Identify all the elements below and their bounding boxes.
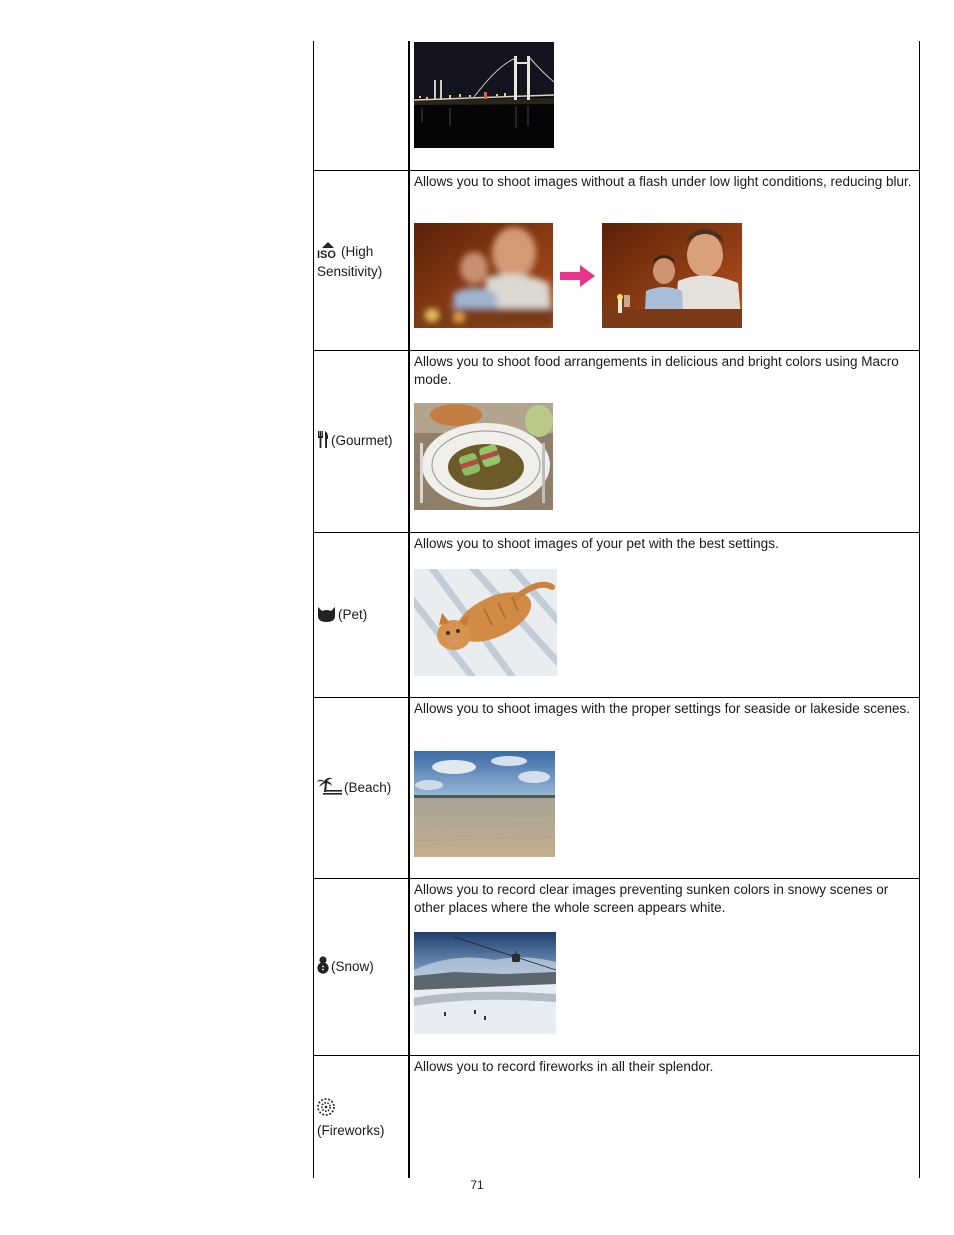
- scene-label-beach: [317, 698, 405, 878]
- scene-selection-table: [313, 41, 920, 1178]
- scene-label-text: (Fireworks): [317, 1123, 385, 1138]
- scene-label-snow: [317, 879, 405, 1055]
- beach-photo: [414, 751, 555, 857]
- night-bridge-photo: [414, 42, 554, 148]
- table-row-beach: [313, 697, 920, 878]
- fireworks-icon: [317, 1098, 403, 1120]
- scene-label-text: (Beach): [344, 780, 392, 795]
- sharp-dinner-photo: [602, 223, 742, 328]
- before-after-arrow-icon: [560, 264, 596, 291]
- fork-knife-icon: [317, 431, 329, 452]
- scene-label-gourmet: [317, 351, 405, 532]
- pet-cat-photo: [414, 569, 557, 676]
- table-row-fireworks: [313, 1055, 920, 1179]
- snowman-icon: [317, 956, 329, 978]
- gourmet-plate-photo: [414, 403, 553, 510]
- scene-description-pet: Allows you to shoot images of your pet with the best settings.: [414, 536, 779, 551]
- table-row-gourmet: [313, 350, 920, 532]
- svg-text:ISO: ISO: [317, 248, 336, 259]
- scene-label-text: (Snow): [331, 959, 374, 974]
- snow-slope-photo: [414, 932, 556, 1034]
- cat-icon: [317, 605, 336, 626]
- scene-label-text: (Gourmet): [331, 433, 393, 448]
- table-row-high-sensitivity: [313, 170, 920, 350]
- blurred-dinner-photo: [414, 223, 553, 328]
- table-row-snow: [313, 878, 920, 1055]
- scene-description-high-sensitivity: Allows you to shoot images without a flash under low light conditions, reducing blur.: [414, 174, 912, 189]
- page-number: 71: [470, 1178, 484, 1192]
- scene-description-snow: Allows you to record clear images preventing sunken colors in snowy scenes or other places where the whole screen appears white.: [414, 882, 889, 915]
- scene-description-beach: Allows you to shoot images with the proper settings for seaside or lakeside scenes.: [414, 701, 911, 716]
- scene-description-gourmet: Allows you to shoot food arrangements in delicious and bright colors using Macro mode.: [414, 354, 899, 387]
- iso-high-sensitivity-icon: [317, 242, 339, 263]
- scene-label-fireworks: [317, 1098, 405, 1139]
- scene-label-text: (Pet): [338, 606, 368, 622]
- table-row-night: [313, 41, 920, 170]
- scene-label-pet: [317, 533, 405, 697]
- table-row-pet: [313, 532, 920, 697]
- scene-label-text: (High Sensitivity): [317, 243, 383, 279]
- scene-description-fireworks: Allows you to record fireworks in all their splendor.: [414, 1059, 714, 1074]
- palm-tree-icon: [317, 777, 342, 799]
- scene-label-high-sensitivity: [317, 171, 405, 350]
